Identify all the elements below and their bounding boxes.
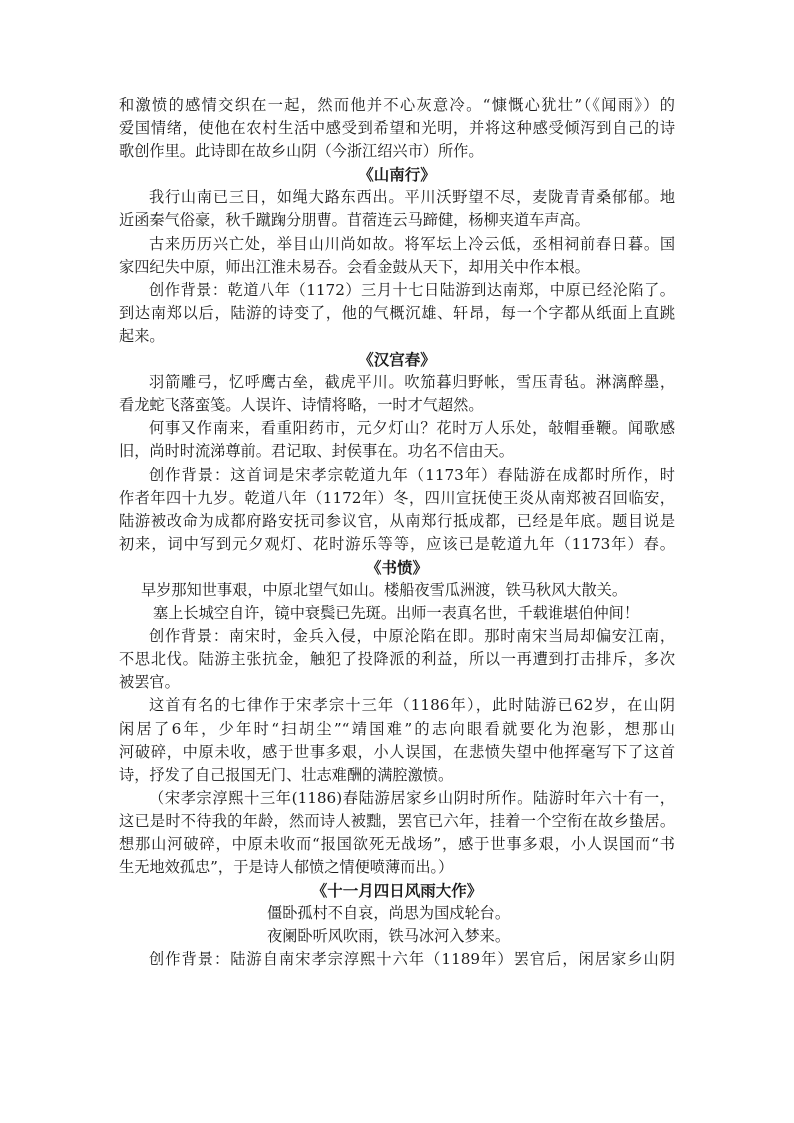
text-line: 陆游被改命为成都府路安抚司参议官，从南郑行抵成都，已经是年底。题目说是 bbox=[119, 511, 675, 530]
text-line: 河破碎，中原未收，感于世事多艰，小人误国，在悲愤失望中他挥毫写下了这首 bbox=[119, 742, 675, 761]
text-line: 羽箭雕弓，忆呼鹰古垒，截虎平川。吹笳暮归野帐，雪压青毡。淋漓醉墨， bbox=[149, 373, 675, 392]
text-line: 被罢官。 bbox=[119, 673, 180, 692]
text-line: 古来历历兴亡处，举目山川尚如故。将军坛上冷云低，丞相祠前春日暮。国 bbox=[149, 234, 675, 253]
text-line: 创作背景：陆游自南宋孝宗淳熙十六年（1189年）罢官后，闲居家乡山阴 bbox=[149, 950, 675, 969]
text-line: 初来，词中写到元夕观灯、花时游乐等等，应该已是乾道九年（1173年）春。 bbox=[119, 534, 675, 553]
text-line: 塞上长城空自许，镜中衰鬓已先斑。出师一表真名世，千载谁堪伯仲间！ bbox=[153, 604, 639, 623]
poem-title: 《书愤》 bbox=[365, 557, 428, 577]
text-line: 闲居了6年，少年时“扫胡尘”“靖国难”的志向眼看就要化为泡影，想那山 bbox=[119, 719, 675, 738]
text-line: 近函秦气俗豪，秋千蹴踘分朋曹。苜蓿连云马蹄健，杨柳夹道车声高。 bbox=[119, 211, 590, 230]
text-line: 早岁那知世事艰，中原北望气如山。楼船夜雪瓜洲渡，铁马秋风大散关。 bbox=[141, 580, 627, 599]
text-line: 生无地效孤忠”，于是诗人郁愤之情便喷薄而出。） bbox=[119, 858, 454, 877]
text-line: 和激愤的感情交织在一起，然而他并不心灰意冷。“慷慨心犹壮”（《闻雨》）的 bbox=[119, 96, 675, 114]
document-body bbox=[119, 94, 675, 972]
text-line: 这已是时不待我的年龄，然而诗人被黜，罢官已六年，挂着一个空衔在故乡蛰居。 bbox=[119, 811, 675, 830]
poem-title: 《山南行》 bbox=[358, 165, 436, 185]
text-line: 歌创作里。此诗即在故乡山阴（今浙江绍兴市）所作。 bbox=[119, 142, 484, 161]
text-line: 家四纪失中原，师出江淮未易吞。会看金鼓从天下，却用关中作本根。 bbox=[119, 257, 590, 276]
text-line: 看龙蛇飞落蛮笺。人误许、诗情将略，一时才气超然。 bbox=[119, 396, 484, 415]
text-line: 不思北伐。陆游主张抗金，触犯了投降派的利益，所以一再遭到打击排斥，多次 bbox=[119, 650, 675, 669]
text-line: 旧，尚时时流涕尊前。君记取、封侯事在。功名不信由天。 bbox=[119, 442, 514, 461]
text-line: 创作背景：这首词是宋孝宗乾道九年（1173年）春陆游在成都时所作，时 bbox=[149, 465, 675, 484]
text-line: （宋孝宗淳熙十三年(1186)春陆游居家乡山阴时所作。陆游时年六十有一， bbox=[149, 788, 675, 807]
text-line: 创作背景：南宋时，金兵入侵，中原沦陷在即。那时南宋当局却偏安江南， bbox=[149, 627, 675, 646]
text-line: 夜阑卧听风吹雨，铁马冰河入梦来。 bbox=[267, 927, 510, 946]
text-line: 我行山南已三日，如绳大路东西出。平川沃野望不尽，麦陇青青桑郁郁。地 bbox=[149, 188, 675, 207]
poem-title: 《汉宫春》 bbox=[358, 350, 436, 370]
text-line: 诗，抒发了自己报国无门、壮志难酬的满腔激愤。 bbox=[119, 765, 454, 784]
text-line: 创作背景：乾道八年（1172）三月十七日陆游到达南郑，中原已经沦陷了。 bbox=[149, 280, 675, 299]
text-line: 到达南郑以后，陆游的诗变了，他的气概沉雄、轩昂，每一个字都从纸面上直跳 bbox=[119, 303, 675, 322]
text-line: 想那山河破碎，中原未收而“报国欲死无战场”，感于世事多艰，小人误国而“书 bbox=[119, 835, 675, 853]
text-line: 何事又作南来，看重阳药市，元夕灯山？花时万人乐处，敧帽垂鞭。闻歌感 bbox=[149, 419, 675, 438]
text-line: 作者年四十九岁。乾道八年（1172年）冬，四川宣抚使王炎从南郑被召回临安， bbox=[119, 488, 675, 507]
text-line: 爱国情绪，使他在农村生活中感受到希望和光明，并将这种感受倾泻到自己的诗 bbox=[119, 119, 675, 138]
text-line: 僵卧孤村不自哀，尚思为国戍轮台。 bbox=[267, 904, 510, 923]
poem-title: 《十一月四日风雨大作》 bbox=[311, 881, 483, 901]
text-line: 起来。 bbox=[119, 326, 165, 345]
text-line: 这首有名的七律作于宋孝宗十三年（1186年），此时陆游已62岁，在山阴 bbox=[149, 696, 675, 715]
